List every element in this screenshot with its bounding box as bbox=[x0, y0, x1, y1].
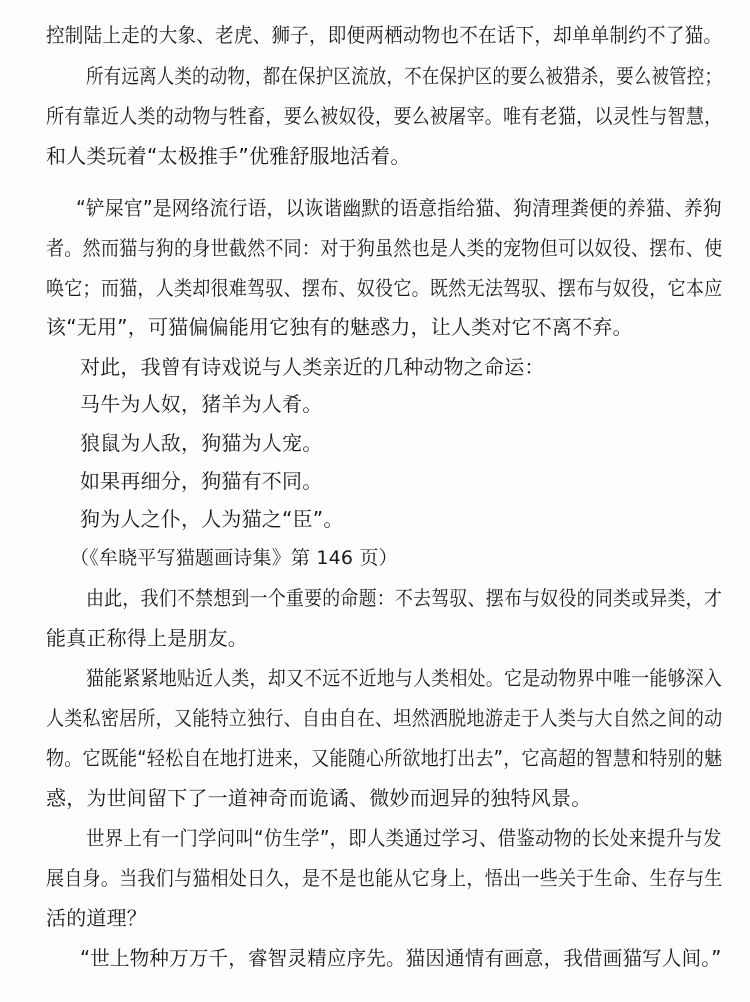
closing-poem-line: “世上物种万万千，睿智灵精应序先。猫因通情有画意，我借画猫写人间。” bbox=[80, 946, 722, 970]
text-line: 人类私密居所，又能特立独行、自由自在、坦然洒脱地游走于人类与大自然之间的动 bbox=[46, 706, 723, 730]
text-line: 世界上有一门学问叫“仿生学”，即人类通过学习、借鉴动物的长处来提升与发 bbox=[86, 826, 722, 850]
text-line: 活的道理？ bbox=[46, 906, 147, 930]
text-line: 对此，我曾有诗戏说与人类亲近的几种动物之命运： bbox=[80, 355, 545, 379]
text-line: 所有靠近人类的动物与牲畜，要么被奴役，要么被屠宰。唯有老猫，以灵性与智慧， bbox=[46, 104, 723, 128]
text-line: 展自身。当我们与猫相处日久，是不是也能从它身上，悟出一些关于生命、生存与生 bbox=[46, 866, 723, 890]
text-line: 者。然而猫与狗的身世截然不同：对于狗虽然也是人类的宠物但可以奴役、摆布、使 bbox=[46, 236, 723, 260]
text-line: 控制陆上走的大象、老虎、狮子，即便两栖动物也不在话下，却单单制约不了猫。 bbox=[46, 23, 723, 47]
text-line: 能真正称得上是朋友。 bbox=[46, 626, 248, 650]
text-line: 唤它；而猫，人类却很难驾驭、摆布、奴役它。既然无法驾驭、摆布与奴役，它本应 bbox=[46, 276, 723, 300]
text-line: 该“无用”，可猫偏偏能用它独有的魅惑力，让人类对它不离不弃。 bbox=[46, 315, 633, 339]
text-line: 和人类玩着“太极推手”优雅舒服地活着。 bbox=[46, 144, 411, 168]
text-line: “铲屎官”是网络流行语，以诙谐幽默的语意指给猫、狗清理粪便的养猫、养狗 bbox=[76, 196, 722, 220]
text-line: 猫能紧紧地贴近人类，却又不远不近地与人类相处。它是动物界中唯一能够深入 bbox=[86, 666, 723, 690]
poem-line: 马牛为人奴，猪羊为人肴。 bbox=[80, 392, 323, 416]
poem-line: 狗为人之仆，人为猫之“臣”。 bbox=[80, 507, 344, 531]
poem-source-caption: （《牟晓平写猫题画诗集》第 146 页） bbox=[70, 547, 398, 569]
text-line: 惑，为世间留下了一道神奇而诡谲、微妙而迥异的独特风景。 bbox=[46, 786, 592, 810]
poem-line: 狼鼠为人敌，狗猫为人宠。 bbox=[80, 431, 323, 455]
text-line: 物。它既能“轻松自在地打进来，又能随心所欲地打出去”，它高超的智慧和特别的魅 bbox=[46, 746, 723, 770]
text-line: 所有远离人类的动物，都在保护区流放，不在保护区的要么被猎杀，要么被管控； bbox=[86, 64, 723, 88]
poem-line: 如果再细分，狗猫有不同。 bbox=[80, 469, 323, 493]
text-line: 由此，我们不禁想到一个重要的命题：不去驾驭、摆布与奴役的同类或异类，才 bbox=[86, 586, 723, 610]
